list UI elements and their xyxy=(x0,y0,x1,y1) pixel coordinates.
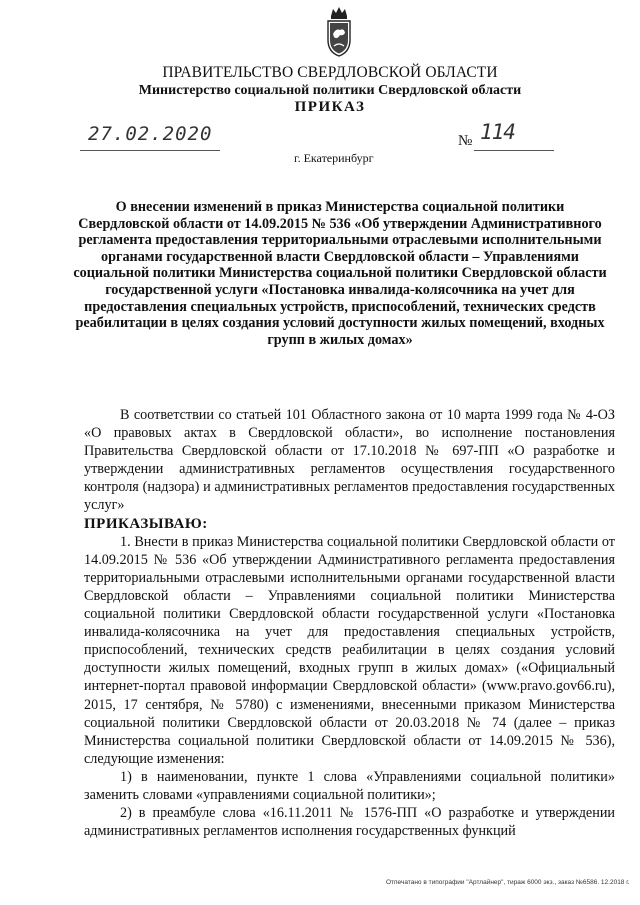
document-heading: О внесении изменений в приказ Министерства социальной политики Свердловской области от 14.09.2015 № 536 «Об утверждении Административного регламента предоставления территориальными отраслевыми исполнительными органами государственной власти Свердловской области – Управлениями социальной политики Министерства социальной политики Свердловской области государственной услуги «Постановка инвалида-колясочника на учет для предоставления специальных устройств, приспособлений, технических средств реабилитации в целях создания условий доступности жилых помещений, входных групп в жилых домах» xyxy=(73,199,607,348)
date-underline xyxy=(80,150,220,151)
document-body xyxy=(84,406,615,840)
preamble-paragraph: В соответствии со статьей 101 Областного закона от 10 марта 1999 года № 4-ОЗ «О правовых актах в Свердловской области», во исполнение постановления Правительства Свердловской области от 17.10.2018 № 697-ПП «О разработке и утверждении административных регламентов осуществления государственного контроля (надзора) и административных регламентов предоставления государственных услуг» xyxy=(84,407,615,514)
number-label: № xyxy=(458,133,473,149)
item-1-1-paragraph: 1) в наименовании, пункте 1 слова «Управлениями социальной политики» заменить словами «управлениями социальной политики»; xyxy=(84,768,615,803)
government-title: ПРАВИТЕЛЬСТВО СВЕРДЛОВСКОЙ ОБЛАСТИ xyxy=(162,64,498,81)
ministry-name: Министерство социальной политики Свердловской области xyxy=(138,83,522,98)
document-number: 114 xyxy=(480,120,515,144)
number-underline xyxy=(474,150,554,151)
document-date: 27.02.2020 xyxy=(88,123,213,145)
print-footer: Отпечатано в типографии "Артлайнер", тираж 6000 экз., заказ №6586. 12.2018 г. xyxy=(386,879,630,886)
document-type: ПРИКАЗ xyxy=(294,99,366,115)
item-1-2-paragraph: 2) в преамбуле слова «16.11.2011 № 1576-ПП «О разработке и утверждении административных регламентов исполнения государственных функций xyxy=(84,805,615,840)
city: г. Екатеринбург xyxy=(294,151,374,165)
order-word: ПРИКАЗЫВАЮ: xyxy=(84,515,208,532)
item-1-paragraph: 1. Внести в приказ Министерства социальной политики Свердловской области от 14.09.2015 № 536 «Об утверждении Административного регламента предоставления территориальными отраслевыми исполнительными органами государственной власти Свердловской области – Управлениями социальной политики Министерства социальной политики Свердловской области государственной услуги «Постановка инвалида-колясочника на учет для предоставления специальных устройств, приспособлений, технических средств реабилитации в целях создания условий доступности жилых помещений, входных групп в жилых домах» («Официальный интернет-портал правовой информации Свердловской области» (www.pravo.gov66.ru), 2015, 17 сентября, № 5780) с изменениями, внесенными приказом Министерства социальной политики Свердловской области от 20.03.2018 № 74 (далее – приказ Министерства социальной политики Свердловской области от 14.09.2015 № 536), следующие изменения: xyxy=(84,533,615,767)
coat-of-arms-icon xyxy=(325,6,353,58)
